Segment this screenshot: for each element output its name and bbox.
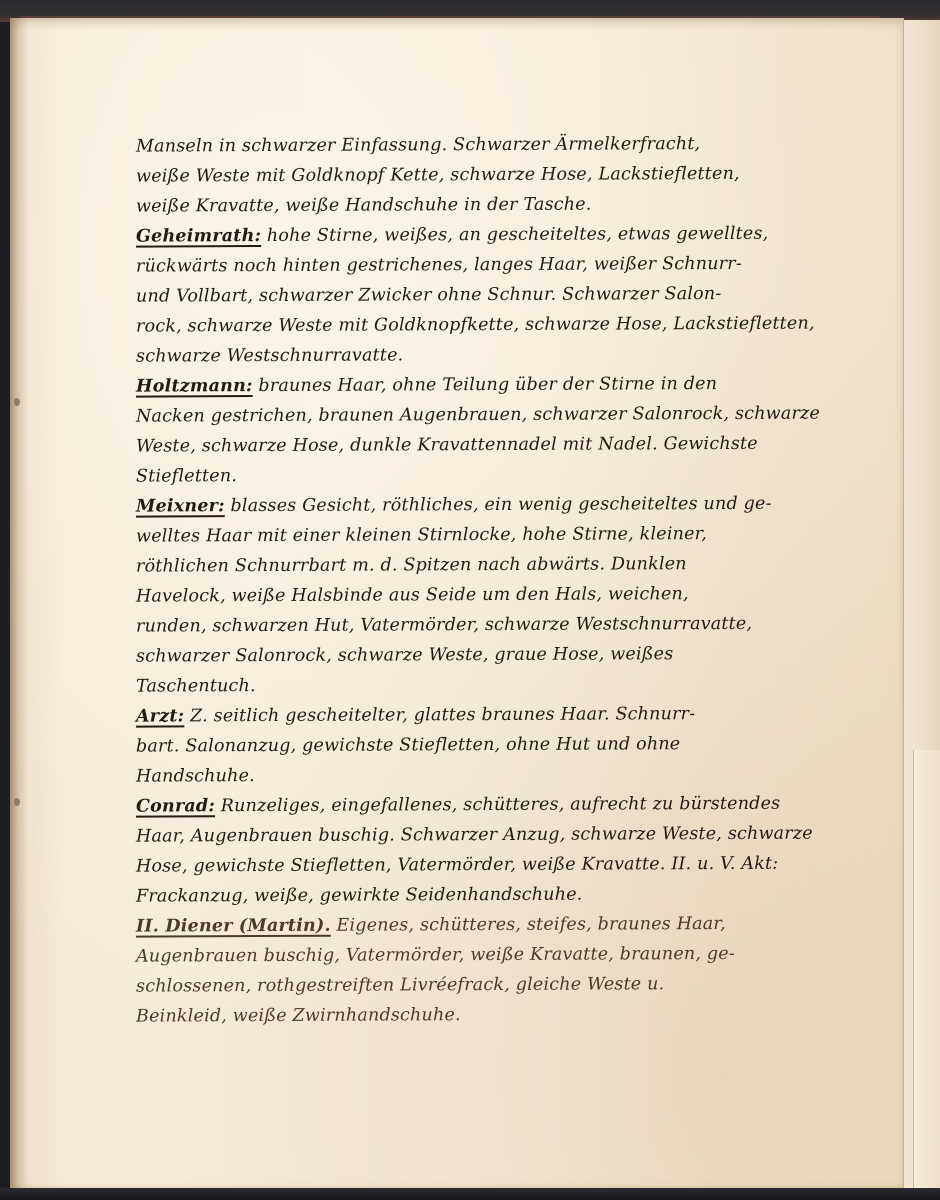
text-line [136,368,856,401]
text-line: Manseln in schwarzer Einfassung. Schwarzer Ärmelkerfracht, [135,134,701,157]
text-line: Beinkleid, weiße Zwirnhandschuhe. [135,1005,461,1027]
text-line: Taschentuch. [135,676,256,697]
text-line: rock, schwarze Weste mit Goldknopfkette, schwarze Hose, Lackstiefletten, [135,313,815,337]
text-line: Weste, schwarze Hose, dunkle Kravattennadel mit Nadel. Gewichste [135,433,758,457]
text-line: Nacken gestrichen, braunen Augenbrauen, schwarzer Salonrock, schwarze [135,403,821,427]
line-text: Runzeliges, eingefallenes, schütteres, aufrecht zu bürstendes [214,793,781,817]
line-text: hohe Stirne, weißes, an gescheiteltes, etwas gewelltes, [261,223,769,247]
binding-hole [14,798,20,806]
text-line: welltes Haar mit einer kleinen Stirnlocke, hohe Stirne, kleiner, [135,524,708,547]
text-line [136,788,856,821]
character-name: Geheimrath: [135,226,262,247]
line-text: Z. seitlich gescheitelter, glattes braunes Haar. Schnurr- [184,704,696,727]
text-line: schwarze Westschnurravatte. [135,345,404,367]
binding-hole [14,398,20,406]
text-line: schlossenen, rothgestreiften Livréefrack, gleiche Weste u. [135,974,665,997]
line-text: braunes Haar, ohne Teilung über der Stirne in den [252,374,718,397]
character-name: Conrad: [135,796,216,817]
character-name: Arzt: [135,706,185,727]
line-text: Eigenes, schütteres, steifes, braunes Haar, [330,913,726,936]
text-line: Augenbrauen buschig, Vatermörder, weiße Kravatte, braunen, ge- [135,943,735,967]
character-name: Holtzmann: [135,376,253,397]
adjacent-page-edge-lower [913,750,940,1190]
text-line: Haar, Augenbrauen buschig. Schwarzer Anzug, schwarze Weste, schwarze [135,823,813,847]
text-line: Frackanzug, weiße, gewirkte Seidenhandschuhe. [135,884,583,907]
text-line: bart. Salonanzug, gewichste Stiefletten, ohne Hut und ohne [135,734,681,757]
text-line: schwarzer Salonrock, schwarze Weste, graue Hose, weißes [135,644,674,667]
text-line: weiße Kravatte, weiße Handschuhe in der Tasche. [135,194,592,217]
page-gutter-shadow [10,18,28,1188]
text-line: und Vollbart, schwarzer Zwicker ohne Schnur. Schwarzer Salon- [135,284,722,307]
text-line: runden, schwarzen Hut, Vatermörder, schwarze Westschnurravatte, [135,613,753,637]
handwritten-text [136,130,856,1030]
text-line: rückwärts noch hinten gestrichenes, langes Haar, weißer Schnurr- [135,253,742,277]
text-line: Hose, gewichste Stiefletten, Vatermörder, weiße Kravatte. II. u. V. Akt: [135,853,779,877]
text-line: Stiefletten. [135,466,238,487]
text-line [136,908,856,941]
text-line [136,488,856,521]
text-line [136,218,856,251]
table-surface [0,1188,940,1200]
text-line: röthlichen Schnurrbart m. d. Spitzen nach abwärts. Dunklen [135,554,687,577]
character-name: II. Diener (Martin). [135,915,331,937]
text-line: Havelock, weiße Halsbinde aus Seide um den Hals, weichen, [135,584,689,607]
text-line: weiße Weste mit Goldknopf Kette, schwarze Hose, Lackstiefletten, [135,163,740,187]
text-line: Handschuhe. [135,766,255,787]
character-name: Meixner: [135,496,225,517]
line-text: blasses Gesicht, röthliches, ein wenig gescheiteltes und ge- [224,493,772,517]
text-line [136,698,856,731]
manuscript-page [10,18,904,1188]
